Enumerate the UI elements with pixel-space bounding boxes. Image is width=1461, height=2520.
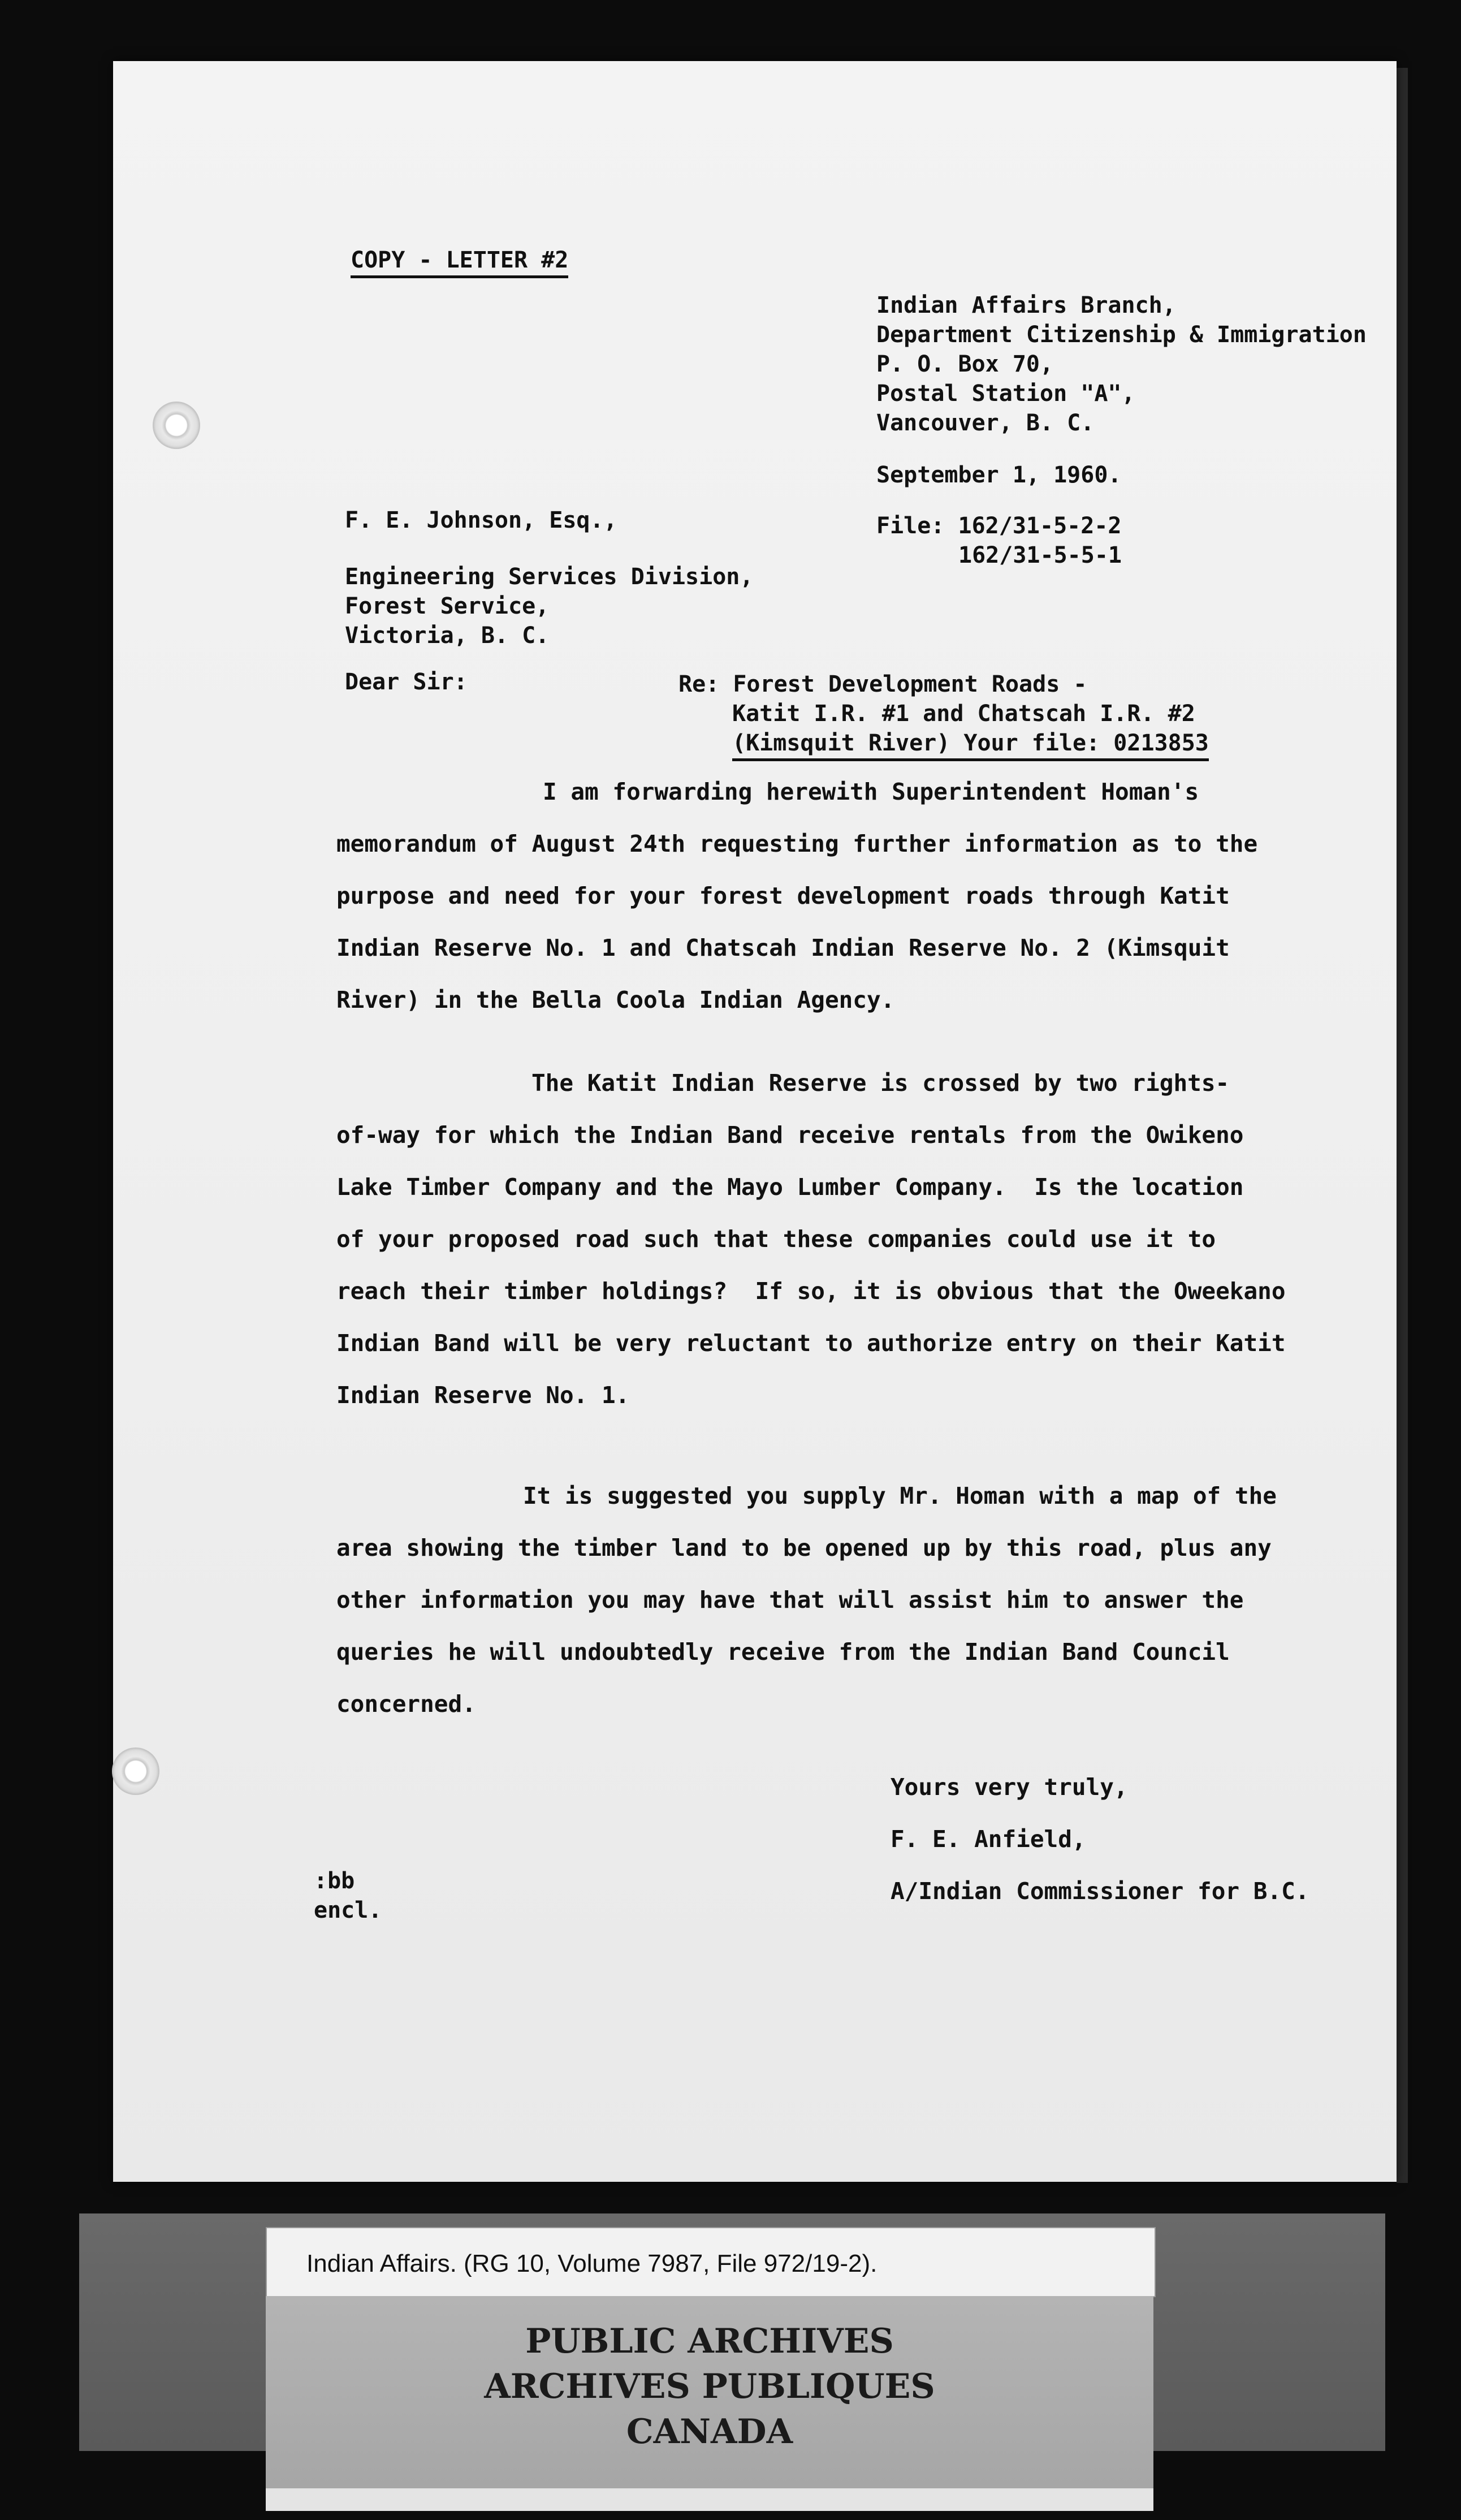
recipient-line: Forest Service, <box>345 593 550 619</box>
paragraph-line: River) in the Bella Coola Indian Agency. <box>336 986 895 1013</box>
paragraph-line: Indian Reserve No. 1. <box>336 1382 630 1409</box>
paragraph-line: of-way for which the Indian Band receive rentals from the Owikeno <box>336 1121 1244 1149</box>
paragraph-line: concerned. <box>336 1690 476 1718</box>
sender-address-line: P. O. Box 70, <box>876 351 1054 377</box>
closing: Yours very truly, <box>891 1774 1128 1801</box>
sender-address-line: Department Citizenship & Immigration <box>876 322 1367 348</box>
re-line: Re: Forest Development Roads - <box>678 671 1087 697</box>
sender-address-line: Postal Station "A", <box>876 381 1135 407</box>
punch-hole-bottom <box>112 1747 159 1795</box>
re-line: Katit I.R. #1 and Chatscah I.R. #2 <box>732 701 1195 727</box>
paragraph-line: queries he will undoubtedly receive from the Indian Band Council <box>336 1638 1230 1665</box>
paragraph-line: The Katit Indian Reserve is crossed by two rights- <box>531 1069 1230 1097</box>
recipient-line: Engineering Services Division, <box>345 564 754 590</box>
paragraph-line: purpose and need for your forest development roads through Katit <box>336 882 1230 909</box>
stamp-line: ARCHIVES PUBLIQUES <box>484 2367 935 2406</box>
file-reference-2: 162/31-5-5-1 <box>958 542 1122 568</box>
salutation: Dear Sir: <box>345 669 468 695</box>
recipient-line: Victoria, B. C. <box>345 623 550 649</box>
paragraph-line: area showing the timber land to be opened up by this road, plus any <box>336 1534 1272 1561</box>
paragraph-line: Indian Band will be very reluctant to authorize entry on their Katit <box>336 1330 1286 1357</box>
enclosure-note: encl. <box>314 1897 382 1923</box>
paragraph-line: of your proposed road such that these companies could use it to <box>336 1226 1216 1253</box>
page-shadow <box>1397 68 1408 2183</box>
paragraph-line: I am forwarding herewith Superintendent Homan's <box>543 778 1199 805</box>
paragraph-line: Lake Timber Company and the Mayo Lumber Company. Is the location <box>336 1173 1244 1201</box>
sender-address-line: Indian Affairs Branch, <box>876 292 1176 318</box>
letter-heading: COPY - LETTER #2 <box>351 249 568 271</box>
stamp-line: CANADA <box>626 2412 793 2452</box>
typist-initials: :bb <box>314 1868 355 1894</box>
signer-title: A/Indian Commissioner for B.C. <box>891 1878 1309 1905</box>
paragraph-line: It is suggested you supply Mr. Homan with a map of the <box>523 1482 1277 1509</box>
paragraph-line: reach their timber holdings? If so, it is obvious that the Oweekano <box>336 1278 1286 1305</box>
paragraph-line: Indian Reserve No. 1 and Chatscah Indian Reserve No. 2 (Kimsquit <box>336 934 1230 961</box>
re-line: (Kimsquit River) Your file: 0213853 <box>732 732 1209 754</box>
archive-stamp <box>266 2296 1153 2488</box>
stamp-line: PUBLIC ARCHIVES <box>525 2321 894 2361</box>
archive-reference-label <box>266 2227 1156 2297</box>
paragraph-line: other information you may have that will assist him to answer the <box>336 1586 1244 1613</box>
recipient-name: F. E. Johnson, Esq., <box>345 507 617 533</box>
paragraph-line: memorandum of August 24th requesting further information as to the <box>336 830 1258 857</box>
signer-name: F. E. Anfield, <box>891 1826 1086 1853</box>
sender-address-line: Vancouver, B. C. <box>876 410 1095 436</box>
letter-date: September 1, 1960. <box>876 462 1122 488</box>
archive-reference: Indian Affairs. (RG 10, Volume 7987, File 972/19-2). <box>306 2250 878 2277</box>
file-reference: File: 162/31-5-2-2 <box>876 513 1122 539</box>
stamp-footer <box>266 2488 1153 2511</box>
punch-hole-top <box>153 402 200 449</box>
